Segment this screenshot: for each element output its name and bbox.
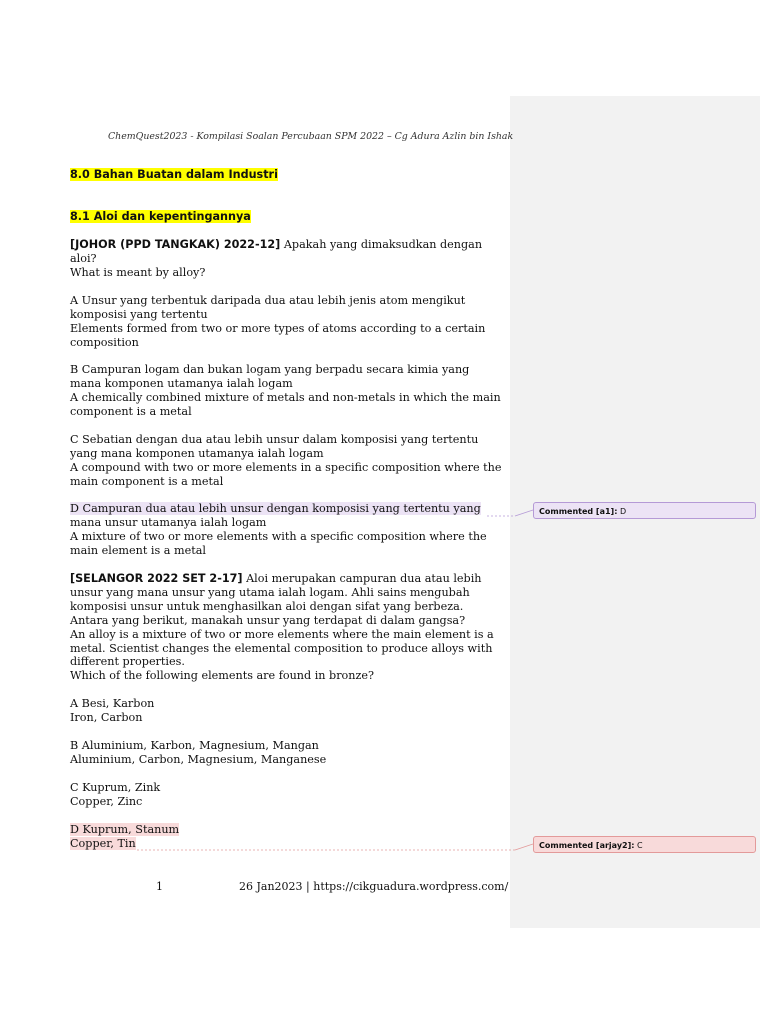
q2-d-en-commented[interactable]: Copper, Tin: [70, 836, 136, 850]
q1-d-en-2: main element is a metal: [70, 543, 206, 557]
q2-line-4: Antara yang berikut, manakah unsur yang terdapat di dalam gangsa?: [70, 613, 466, 627]
q1-source: [JOHOR (PPD TANGKAK) 2022-12]: [70, 238, 281, 251]
q1-c-en-2: main component is a metal: [70, 474, 224, 488]
q1-c-en-1: A compound with two or more elements in a specific composition where the: [70, 460, 502, 474]
q1-b-en-2: component is a metal: [70, 404, 192, 418]
comment-2-label: Commented [arjay2]:: [539, 841, 635, 850]
q2-line-7: different properties.: [70, 655, 185, 669]
q1-a-en-1: Elements formed from two or more types of atoms according to a certain: [70, 321, 486, 335]
q1-a-ms-2: komposisi yang tertentu: [70, 307, 208, 321]
q1-d-ms-1-commented[interactable]: D Campuran dua atau lebih unsur dengan komposisi yang tertentu yang: [70, 502, 481, 515]
comment-balloon-2[interactable]: [533, 836, 756, 853]
q2-line-8: Which of the following elements are found in bronze?: [70, 669, 375, 683]
footer-page-number: 1: [156, 880, 163, 893]
connector-line-2b: [515, 844, 533, 850]
q1-a-ms-1: A Unsur yang terbentuk daripada dua atau lebih jenis atom mengikut: [70, 294, 466, 307]
q1-question-ms-a: Apakah yang dimaksudkan dengan: [280, 238, 483, 251]
page-header: ChemQuest2023 - Kompilasi Soalan Percubaan SPM 2022 – Cg Adura Azlin bin Ishak: [108, 131, 514, 142]
q1-b-ms-1: B Campuran logam dan bukan logam yang berpadu secara kimia yang: [70, 363, 470, 376]
q2-d-ms-commented[interactable]: D Kuprum, Stanum: [70, 823, 180, 836]
q1-b-ms-2: mana komponen utamanya ialah logam: [70, 376, 293, 390]
connector-line-1b: [515, 510, 533, 516]
q1-a-en-2: composition: [70, 335, 139, 349]
q2-line-3: komposisi unsur untuk menghasilkan aloi dengan sifat yang berbeza.: [70, 599, 464, 613]
comment-1-text: D: [619, 507, 627, 516]
q1-d-ms-2: mana unsur utamanya ialah logam: [70, 515, 267, 529]
q2-a-en: Iron, Carbon: [70, 710, 143, 724]
comment-1-label: Commented [a1]:: [539, 507, 618, 516]
comment-2-text: C: [637, 841, 643, 850]
q2-line-6: metal. Scientist changes the elemental composition to produce alloys with: [70, 641, 493, 655]
section-title-text: 8.0 Bahan Buatan dalam Industri: [70, 168, 278, 181]
q2-c-en: Copper, Zinc: [70, 794, 143, 808]
q2-b-en: Aluminium, Carbon, Magnesium, Manganese: [70, 752, 327, 766]
q1-question-ms-b: aloi?: [70, 251, 97, 265]
q2-source: [SELANGOR 2022 SET 2-17]: [70, 572, 243, 585]
q1-question-en: What is meant by alloy?: [70, 265, 206, 279]
q2-line-2: unsur yang mana unsur yang utama ialah logam. Ahli sains mengubah: [70, 585, 470, 599]
q2-b-ms: B Aluminium, Karbon, Magnesium, Mangan: [70, 739, 319, 752]
q2-a-ms: A Besi, Karbon: [70, 697, 155, 710]
q1-c-ms-2: yang mana komponen utamanya ialah logam: [70, 446, 324, 460]
q2-line-1: Aloi merupakan campuran dua atau lebih: [242, 572, 482, 585]
q1-b-en-1: A chemically combined mixture of metals and non-metals in which the main: [70, 390, 501, 404]
q1-d-en-1: A mixture of two or more elements with a specific composition where the: [70, 529, 487, 543]
footer-text: 26 Jan2023 | https://cikguadura.wordpress.com/: [239, 880, 509, 893]
subsection-title-text: 8.1 Aloi dan kepentingannya: [70, 210, 251, 223]
q2-c-ms: C Kuprum, Zink: [70, 781, 161, 794]
q1-c-ms-1: C Sebatian dengan dua atau lebih unsur dalam komposisi yang tertentu: [70, 433, 479, 446]
q2-line-5: An alloy is a mixture of two or more elements where the main element is a: [70, 627, 494, 641]
comment-balloon-1[interactable]: [533, 502, 756, 519]
